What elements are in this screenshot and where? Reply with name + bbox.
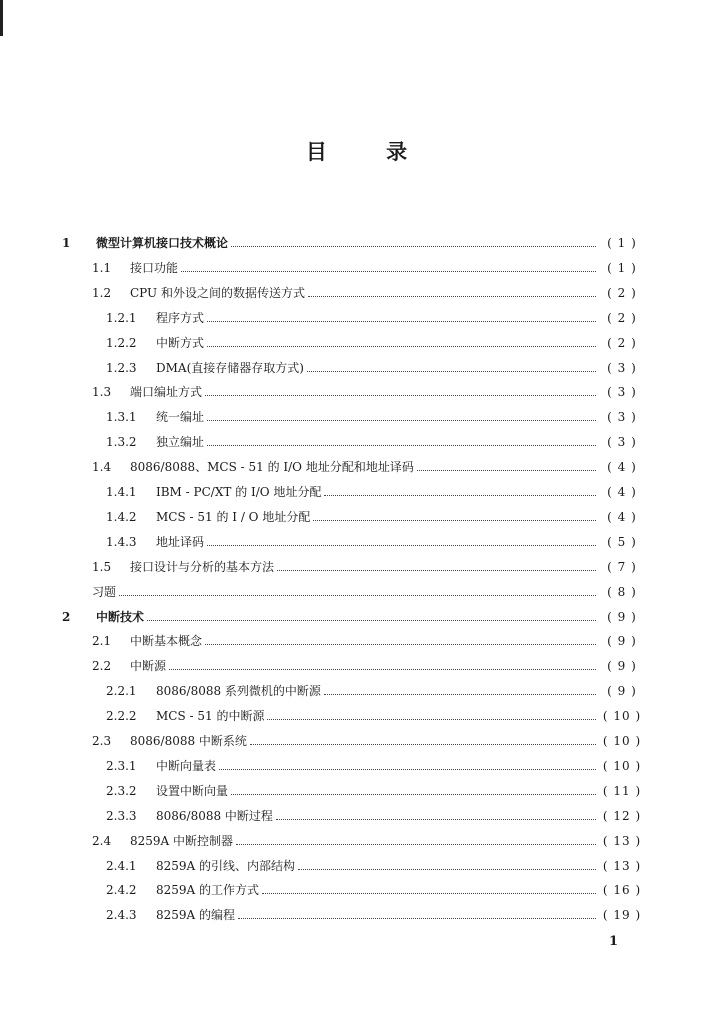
- toc-entry-title: CPU 和外设之间的数据传送方式: [130, 285, 305, 300]
- toc-entry-page: ( 4 ): [607, 509, 637, 524]
- toc-leader-dots: [181, 271, 596, 272]
- toc-entry: [92, 379, 645, 399]
- toc-leader-dots: [236, 844, 596, 845]
- toc-entry: [92, 280, 645, 300]
- toc-entry: [92, 255, 645, 275]
- toc-entry-title: 中断技术: [96, 609, 145, 624]
- toc-leader-dots: [231, 794, 596, 795]
- toc-entry-number: 1.2.3: [106, 360, 137, 375]
- toc-entry-page: ( 12 ): [602, 808, 642, 823]
- toc-entry-title: 中断基本概念: [130, 634, 203, 649]
- toc-entry-number: 2.4: [92, 833, 112, 848]
- toc-entry-number: 1.4.1: [106, 485, 137, 499]
- toc-leader-dots: [207, 420, 596, 421]
- toc-entry-page: ( 10 ): [602, 709, 642, 724]
- toc-entry-number: 1.5: [92, 559, 112, 574]
- toc-entry-page: ( 3 ): [607, 435, 637, 450]
- toc-entry-number: 1.4.2: [106, 509, 137, 524]
- toc-leader-dots: [276, 819, 596, 820]
- toc-entry-number: 2.4.3: [106, 908, 137, 923]
- toc-entry: [92, 579, 645, 599]
- toc-entry-page: ( 16 ): [602, 883, 642, 898]
- toc-entry-number: 1.1: [92, 260, 112, 275]
- toc-entry-title: 微型计算机接口技术概论: [96, 236, 229, 250]
- toc-leader-dots: [238, 918, 596, 919]
- toc-leader-dots: [119, 595, 596, 596]
- toc-leader-dots: [207, 346, 596, 347]
- toc-entry: [92, 454, 645, 474]
- toc-leader-dots: [313, 520, 596, 521]
- toc-entry-title: MCS - 51 的中断源: [156, 709, 265, 724]
- toc-entry-page: ( 1 ): [607, 236, 637, 250]
- toc-leader-dots: [205, 395, 596, 396]
- toc-entry-page: ( 5 ): [607, 534, 637, 549]
- toc-entry-title: DMA(直接存储器存取方式): [156, 360, 304, 375]
- toc-leader-dots: [324, 495, 596, 496]
- toc-entry-page: ( 2 ): [607, 285, 637, 300]
- toc-entry-title: MCS - 51 的 I / O 地址分配: [156, 509, 311, 524]
- toc-entry: [92, 828, 645, 848]
- toc-entry-number: 1.4: [92, 460, 112, 475]
- toc-leader-dots: [308, 296, 596, 297]
- toc-entry-title: 中断向量表: [156, 758, 217, 773]
- toc-leader-dots: [231, 246, 596, 247]
- toc-entry-page: ( 3 ): [607, 410, 637, 425]
- toc-leader-dots: [169, 669, 596, 670]
- toc-entry: [106, 902, 645, 922]
- toc-leader-dots: [262, 893, 596, 894]
- toc-entry-page: ( 8 ): [607, 584, 637, 599]
- toc-entry-number: 2.3.3: [106, 808, 137, 823]
- toc-entry: [92, 653, 645, 673]
- toc-entry-page: ( 3 ): [607, 360, 637, 375]
- toc-entry-page: ( 4 ): [607, 485, 637, 499]
- toc-entry: [106, 803, 645, 823]
- toc-leader-dots: [207, 545, 596, 546]
- toc-entry-title: 接口功能: [130, 260, 179, 275]
- toc-leader-dots: [207, 445, 596, 446]
- toc-entry-number: 2.3: [92, 734, 112, 748]
- toc-entry-title: 8086/8088 中断系统: [130, 734, 247, 748]
- toc-entry-title: 8259A 的引线、内部结构: [156, 858, 296, 873]
- toc-entry-page: ( 10 ): [602, 758, 642, 773]
- toc-leader-dots: [324, 694, 596, 695]
- toc-entry-number: 2.4.1: [106, 858, 137, 873]
- toc-entry-number: 1.3: [92, 385, 112, 400]
- toc-entry: [92, 628, 645, 648]
- toc-entry-number: 1.2.1: [106, 310, 137, 325]
- toc-entry-page: ( 9 ): [607, 684, 637, 699]
- toc-leader-dots: [277, 570, 596, 571]
- toc-leader-dots: [307, 371, 596, 372]
- toc-entry-title: 独立编址: [156, 435, 205, 450]
- toc-entry-title: IBM - PC/XT 的 I/O 地址分配: [156, 485, 322, 499]
- toc-entry: [106, 853, 645, 873]
- toc-entry-title: 8086/8088 系列微机的中断源: [156, 684, 321, 699]
- toc-entry-number: 2.2.2: [106, 709, 137, 724]
- toc-entry-number: 1.3.1: [106, 410, 137, 425]
- page-number: 1: [609, 934, 619, 949]
- toc-entry-page: ( 4 ): [607, 460, 637, 475]
- toc-entry: [106, 678, 645, 698]
- toc-entry: [62, 604, 645, 624]
- toc-entry-title: 8259A 的编程: [156, 908, 236, 923]
- toc-entry: [106, 703, 645, 723]
- toc-entry: [106, 355, 645, 375]
- toc-leader-dots: [207, 321, 596, 322]
- toc-entry-page: ( 3 ): [607, 385, 637, 400]
- toc-entry-number: 1.3.2: [106, 435, 137, 450]
- toc-entry: [106, 504, 645, 524]
- toc-entry-title: 8259A 的工作方式: [156, 883, 260, 898]
- toc-entry-page: ( 19 ): [602, 908, 642, 923]
- toc-entry-page: ( 9 ): [607, 634, 637, 649]
- toc-entry-page: ( 13 ): [602, 858, 642, 873]
- toc-entry-number: 1.2: [92, 285, 112, 300]
- toc-entry-title: 8086/8088、MCS - 51 的 I/O 地址分配和地址译码: [130, 460, 414, 475]
- toc-entry-number: 1: [62, 236, 71, 250]
- toc-entry-page: ( 9 ): [607, 609, 637, 624]
- toc-entry-title: 程序方式: [156, 310, 205, 325]
- toc-entry-page: ( 10 ): [602, 734, 642, 748]
- toc-entry-number: 1.2.2: [106, 335, 137, 350]
- toc-entry: [92, 728, 645, 748]
- toc-entry-number: 2: [62, 609, 71, 624]
- toc-entry-page: ( 7 ): [607, 559, 637, 574]
- toc-entry-title: 8086/8088 中断过程: [156, 808, 273, 823]
- toc-leader-dots: [267, 719, 596, 720]
- toc-entry-page: ( 13 ): [602, 833, 642, 848]
- toc-entry: [106, 877, 645, 897]
- toc-leader-dots: [298, 869, 596, 870]
- toc-entry: [106, 429, 645, 449]
- toc-entry-number: 2.1: [92, 634, 112, 649]
- toc-entry-number: 2.2.1: [106, 684, 137, 699]
- toc-entry: [106, 305, 645, 325]
- toc-entry-page: ( 9 ): [607, 659, 637, 674]
- toc-entry: [62, 230, 645, 250]
- toc-entry: [106, 778, 645, 798]
- toc-entry-title: 设置中断向量: [156, 783, 229, 798]
- toc-entry-page: ( 1 ): [607, 260, 637, 275]
- toc-entry-title: 中断源: [130, 659, 167, 674]
- toc-entry-title: 接口设计与分析的基本方法: [130, 559, 275, 574]
- toc-entry-number: 2.2: [92, 659, 112, 674]
- toc-entry-number: 2.3.1: [106, 758, 137, 773]
- toc-leader-dots: [205, 644, 596, 645]
- toc-entry-number: 1.4.3: [106, 534, 137, 549]
- toc-entry-title: 8259A 中断控制器: [130, 833, 234, 848]
- toc-entry: [106, 529, 645, 549]
- toc-entry: [92, 554, 645, 574]
- toc-entry: [106, 404, 645, 424]
- scan-edge-mark: [0, 0, 3, 36]
- toc-entry-title: 习题: [92, 584, 117, 599]
- toc-entry-page: ( 2 ): [607, 310, 637, 325]
- toc-leader-dots: [417, 470, 596, 471]
- toc-entry-title: 中断方式: [156, 335, 205, 350]
- toc-entry: [106, 330, 645, 350]
- page-title: 目 录: [305, 139, 434, 164]
- toc-leader-dots: [250, 744, 596, 745]
- toc-entry-page: ( 11 ): [602, 783, 642, 798]
- toc-entry-number: 2.3.2: [106, 783, 137, 798]
- toc-entry-title: 地址译码: [156, 534, 205, 549]
- toc-leader-dots: [219, 769, 596, 770]
- toc-entry-title: 端口编址方式: [130, 385, 203, 400]
- toc-entry-page: ( 2 ): [607, 335, 637, 350]
- toc-leader-dots: [147, 620, 596, 621]
- toc-entry-number: 2.4.2: [106, 883, 137, 898]
- toc-entry: [106, 479, 645, 499]
- toc-entry-title: 统一编址: [156, 410, 205, 425]
- toc-entry: [106, 753, 645, 773]
